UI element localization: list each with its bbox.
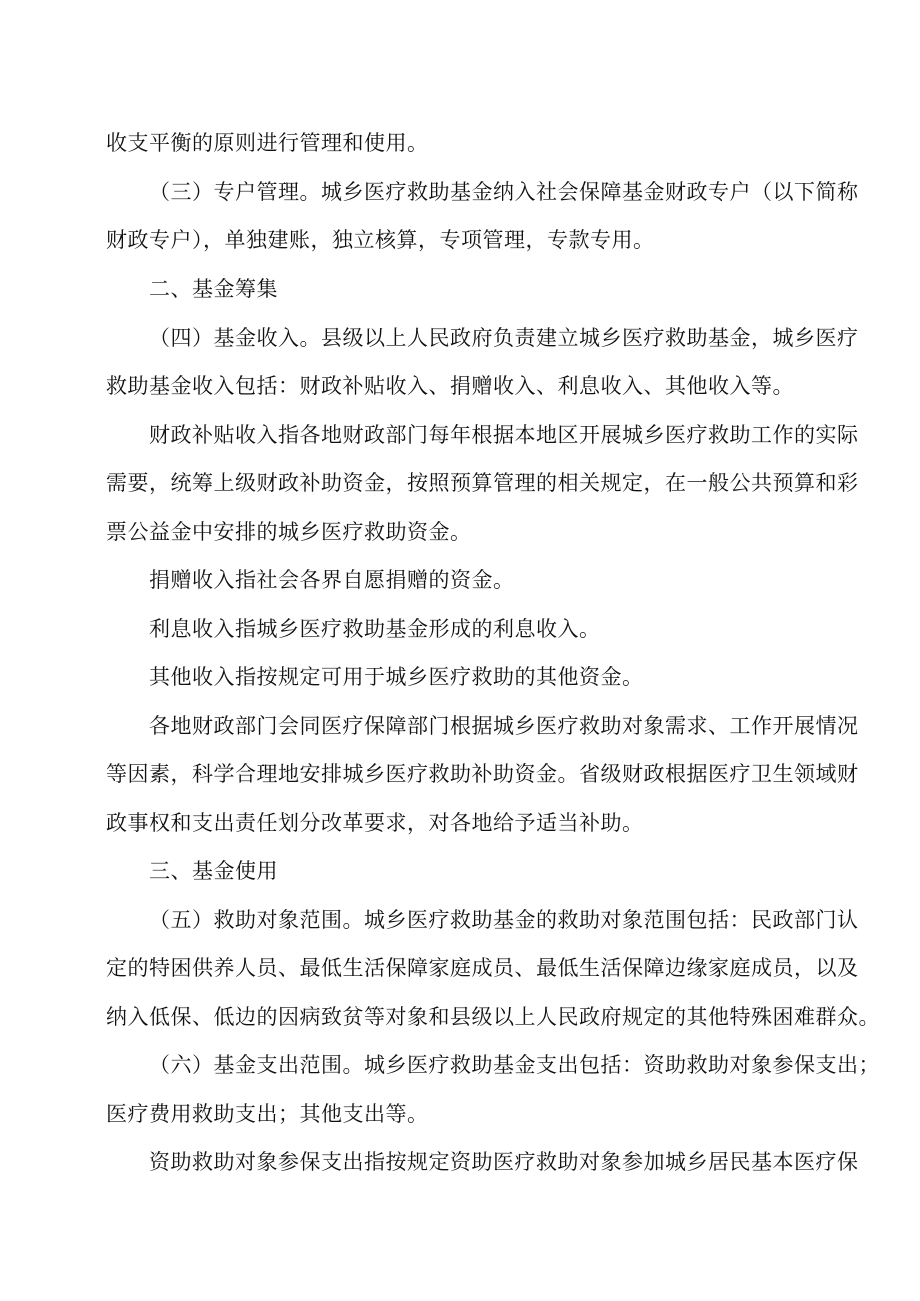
text-line: 救助基金收入包括：财政补贴收入、捐赠收入、利息收入、其他收入等。: [106, 374, 794, 398]
text-line: （六）基金支出范围。城乡医疗救助基金支出包括：资助救助对象参保支出；: [149, 1053, 880, 1077]
section-heading: 三、基金使用: [149, 859, 278, 883]
text-line: 纳入低保、低边的因病致贫等对象和县级以上人民政府规定的其他特殊困难群众。: [106, 1005, 880, 1029]
text-line: 资助救助对象参保支出指按规定资助医疗救助对象参加城乡居民基本医疗保: [149, 1150, 859, 1174]
text-line: 定的特困供养人员、最低生活保障家庭成员、最低生活保障边缘家庭成员，以及: [106, 956, 859, 980]
text-line: 财政补贴收入指各地财政部门每年根据本地区开展城乡医疗救助工作的实际: [149, 423, 859, 447]
text-line: 财政专户），单独建账，独立核算，专项管理，专款专用。: [106, 228, 655, 252]
text-line: 等因素，科学合理地安排城乡医疗救助补助资金。省级财政根据医疗卫生领域财: [106, 762, 859, 786]
text-line: 收支平衡的原则进行管理和使用。: [106, 131, 429, 155]
text-line: 票公益金中安排的城乡医疗救助资金。: [106, 520, 472, 544]
text-line: 其他收入指按规定可用于城乡医疗救助的其他资金。: [149, 665, 644, 689]
text-line: 各地财政部门会同医疗保障部门根据城乡医疗救助对象需求、工作开展情况: [149, 714, 859, 738]
text-line: 利息收入指城乡医疗救助基金形成的利息收入。: [149, 617, 601, 641]
text-line: 医疗费用救助支出；其他支出等。: [106, 1102, 429, 1126]
section-heading: 二、基金筹集: [149, 277, 278, 301]
text-line: （三）专户管理。城乡医疗救助基金纳入社会保障基金财政专户（以下简称: [149, 180, 859, 204]
text-line: （四）基金收入。县级以上人民政府负责建立城乡医疗救助基金，城乡医疗: [149, 326, 859, 350]
text-line: 政事权和支出责任划分改革要求，对各地给予适当补助。: [106, 811, 644, 835]
text-line: （五）救助对象范围。城乡医疗救助基金的救助对象范围包括：民政部门认: [149, 908, 859, 932]
text-line: 捐赠收入指社会各界自愿捐赠的资金。: [149, 568, 515, 592]
text-line: 需要，统筹上级财政补助资金，按照预算管理的相关规定，在一般公共预算和彩: [106, 471, 859, 495]
